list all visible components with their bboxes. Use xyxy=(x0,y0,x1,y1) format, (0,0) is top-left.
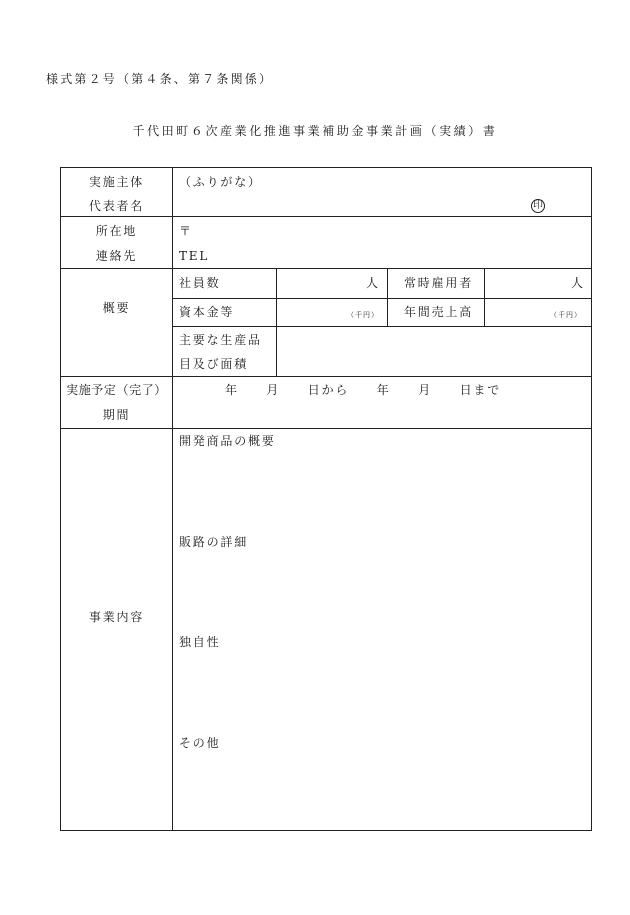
row-divider xyxy=(172,298,591,299)
document-title: 千代田町６次産業化推進事業補助金事業計画（実績）書 xyxy=(132,124,498,138)
column-divider xyxy=(276,268,277,376)
other-label: その他 xyxy=(179,736,221,750)
application-form-table xyxy=(60,167,592,831)
column-divider xyxy=(387,268,388,326)
row-divider xyxy=(61,216,591,217)
address-label: 所在地 xyxy=(95,224,138,238)
furigana-field[interactable]: （ふりがな） xyxy=(179,175,262,189)
employees-label: 社員数 xyxy=(179,276,221,290)
regular-employees-label: 常時雇用者 xyxy=(404,276,474,290)
representative-label: 代表者名 xyxy=(88,199,145,213)
overview-label: 概要 xyxy=(102,301,131,315)
column-divider xyxy=(172,168,173,830)
annual-sales-label: 年間売上高 xyxy=(404,305,474,319)
main-products-label-2: 目及び面積 xyxy=(179,357,249,371)
main-products-label: 主要な生産品 xyxy=(179,333,262,347)
regular-employees-unit: 人 xyxy=(571,276,585,290)
seal-mark: 印 xyxy=(533,200,543,211)
row-divider xyxy=(61,376,591,377)
row-divider xyxy=(61,268,591,269)
content-label: 事業内容 xyxy=(88,610,145,624)
capital-unit: （千円） xyxy=(347,311,379,319)
contact-label: 連絡先 xyxy=(95,249,138,263)
originality-label: 独自性 xyxy=(179,635,221,649)
row-divider xyxy=(61,428,591,429)
form-number: 様式第２号（第４条、第７条関係） xyxy=(46,72,274,86)
postal-mark: 〒 xyxy=(179,224,193,238)
employees-unit: 人 xyxy=(366,276,380,290)
column-divider xyxy=(484,268,485,326)
capital-label: 資本金等 xyxy=(179,305,235,319)
sales-channel-label: 販路の詳細 xyxy=(179,535,249,549)
row-divider xyxy=(172,326,591,327)
tel-field[interactable]: TEL xyxy=(179,249,210,263)
period-field[interactable]: 年 月 日から 年 月 日まで xyxy=(225,383,502,397)
annual-sales-unit: （千円） xyxy=(550,311,582,319)
period-label-2: 期間 xyxy=(102,408,131,422)
implementer-label: 実施主体 xyxy=(88,175,145,189)
product-overview-label: 開発商品の概要 xyxy=(179,434,276,448)
period-label: 実施予定（完了） xyxy=(66,383,167,397)
